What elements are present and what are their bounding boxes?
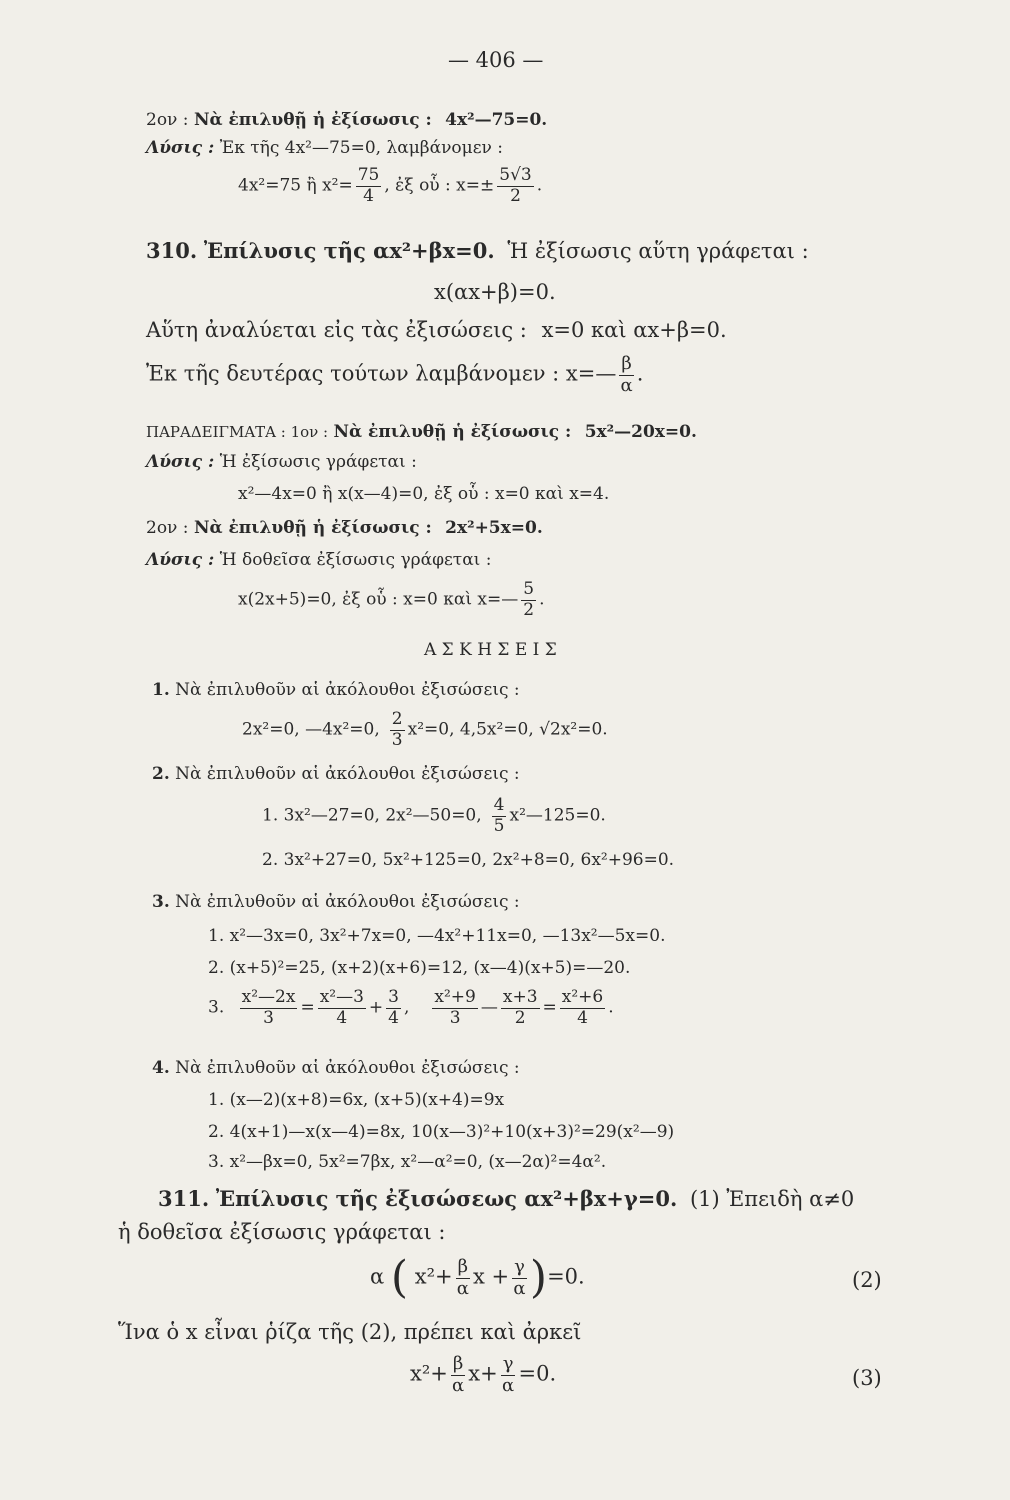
equation-tag: (3) [852,1366,882,1390]
solution-line [146,550,491,570]
solution-label: Λύσις : [146,452,215,472]
formula-line: 2. (x+5)²=25, (x+2)(x+6)=12, (x—4)(x+5)=—20. [208,958,631,978]
formula: x(2x+5)=0, ἐξ οὗ : x=0 καὶ x=— [238,589,519,610]
denominator: 4 [577,1007,588,1028]
section-number: 310. [146,238,198,263]
text-line: Ἵνα ὁ x εἶναι ῥίζα τῆς (2), πρέπει καὶ ἀρκεῖ [118,1320,582,1344]
formula: 2x²=0, —4x²=0, [242,719,380,740]
exercise-number: 3. [152,892,170,912]
operator: = [300,997,315,1018]
text-line [146,318,727,342]
formula-line [238,580,544,620]
formula: , ἐξ οὗ : x=± [384,175,495,196]
text: . [636,361,644,386]
example-2-heading [146,518,543,538]
denominator: α [456,1277,469,1299]
equation-line: x(αx+β)=0. [434,280,556,304]
numerator: β [457,1255,468,1277]
numerator: x²+6 [561,987,604,1007]
equation-2 [370,1252,585,1303]
numerator: x²—3 [319,987,364,1007]
formula: x²+ [414,1264,453,1289]
formula-line [208,988,614,1028]
denominator: α [451,1374,465,1396]
equation: 4x²—75=0. [445,110,548,130]
section-311-heading [158,1186,854,1211]
formula-line: 1. x²—3x=0, 3x²+7x=0, —4x²+11x=0, —13x²—5x=0. [208,926,666,946]
formula: . [536,175,543,196]
formula-line: 2. 3x²+27=0, 5x²+125=0, 2x²+8=0, 6x²+96=0. [262,850,675,870]
text-line: ἡ δοθεῖσα ἐξίσωσις γράφεται : [118,1220,446,1244]
denominator: 3 [391,729,403,750]
numerator: x²—2x [241,987,296,1007]
formula: x²+ [410,1361,448,1386]
text: Νὰ ἐπιλυθοῦν αἱ ἀκόλουθοι ἐξισώσεις : [175,680,520,700]
denominator: 3 [263,1007,274,1028]
solution-label: Λύσις : [146,138,215,158]
prompt: Νὰ ἐπιλυθῇ ἡ ἐξίσωσις : [193,110,432,130]
denominator: 4 [363,185,374,206]
denominator: α [513,1277,526,1299]
exercise-number: 2. [152,764,170,784]
numerator: γ [514,1255,525,1277]
text: (1) Ἐπειδὴ α≠0 [689,1187,855,1211]
numerator: 2 [391,709,403,729]
operator: = [542,997,557,1018]
denominator: 5 [493,815,505,836]
label: ΠΑΡΑΔΕΙΓΜΑΤΑ : 1ον : [146,423,329,441]
numerator: 5√3 [499,165,532,185]
numerator: γ [502,1353,514,1374]
text: Ἡ δοθεῖσα ἐξίσωσις γράφεται : [219,550,492,570]
exercises-heading: Α Σ Κ Η Σ Ε Ι Σ [424,640,557,660]
denominator: 3 [449,1007,461,1028]
examples-heading [146,422,697,442]
text: Ἐκ τῆς δευτέρας τούτων λαμβάνομεν : x=— [146,361,617,386]
equation-3 [410,1354,556,1396]
item-number: 3. [208,997,225,1018]
numerator: x²+9 [434,987,476,1007]
section-number: 311. [158,1186,210,1211]
equation: 2x²+5x=0. [445,518,543,538]
formula-line [262,796,606,836]
left-paren: ( [390,1252,409,1303]
prompt: Νὰ ἐπιλυθῇ ἡ ἐξίσωσις : [193,518,432,538]
text: Αὕτη ἀναλύεται εἰς τὰς ἐξισώσεις : [146,318,527,342]
operator: , [404,997,410,1018]
equation: 5x²—20x=0. [584,422,697,442]
formula: =0. [518,1361,557,1386]
operator: — [480,997,498,1018]
exercise-1-heading [152,680,520,700]
operator: + [368,997,384,1018]
numerator: 3 [388,987,399,1007]
equation-tag: (2) [852,1268,882,1292]
text: Ἡ ἐξίσωσις γράφεται : [219,452,417,472]
denominator: 4 [388,1007,399,1028]
denominator: 4 [336,1007,348,1028]
formula: x²—125=0. [509,805,606,826]
solution-label: Λύσις : [146,550,215,570]
section-title: Ἐπίλυσις τῆς αx²+βx=0. [203,238,495,263]
text: Νὰ ἐπιλυθοῦν αἱ ἀκόλουθοι ἐξισώσεις : [175,892,520,912]
formula-line: 1. (x—2)(x+8)=6x, (x+5)(x+4)=9x [208,1090,505,1110]
formula: x + [473,1264,510,1289]
text: Ἡ ἐξίσωσις αὕτη γράφεται : [507,239,809,263]
formula: 4x²=75 ἢ x²= [238,175,353,196]
denominator: 2 [523,599,535,620]
operator: . [608,997,614,1018]
solution-line [146,452,417,472]
denominator: 2 [514,1007,526,1028]
formula: 1. 3x²—27=0, 2x²—50=0, [262,805,482,826]
denominator: α [502,1374,515,1396]
formula-line: 2. 4(x+1)—x(x—4)=8x, 10(x—3)²+10(x+3)²=29(x²—9) [208,1122,675,1142]
formula: x²=0, 4,5x²=0, √2x²=0. [407,719,608,740]
example-2-heading [146,110,547,130]
section-title: Ἐπίλυσις τῆς ἐξισώσεως αx²+βx+γ=0. [215,1186,678,1211]
label: 2ον : [146,110,189,130]
formula-line [238,166,542,206]
section-310-heading [146,238,809,263]
exercise-number: 1. [152,680,170,700]
formula-line: 3. x²—βx=0, 5x²=7βx, x²—α²=0, (x—2α)²=4α². [208,1152,607,1172]
denominator: 2 [510,185,521,206]
numerator: β [621,353,632,374]
prompt: Νὰ ἐπιλυθῇ ἡ ἐξίσωσις : [333,422,572,442]
equation: x=0 καὶ αx+β=0. [541,318,727,342]
numerator: 5 [523,579,535,599]
formula: x+ [468,1361,498,1386]
formula-line: x²—4x=0 ἢ x(x—4)=0, ἐξ οὗ : x=0 καὶ x=4. [238,484,610,504]
formula: =0. [547,1264,585,1289]
numerator: 4 [493,795,505,815]
formula-line [242,710,608,750]
exercise-number: 4. [152,1058,170,1078]
numerator: β [452,1353,464,1374]
coefficient: α [370,1264,385,1289]
denominator: α [620,374,633,396]
exercise-2-heading [152,764,520,784]
label: 2ον : [146,518,189,538]
solution-line [146,138,503,158]
text: Νὰ ἐπιλυθοῦν αἱ ἀκόλουθοι ἐξισώσεις : [175,764,520,784]
page-number: — 406 — [448,48,544,72]
numerator: 75 [357,165,380,185]
exercise-4-heading [152,1058,520,1078]
numerator: x+3 [502,987,538,1007]
text-line [146,354,643,396]
formula: . [539,589,545,610]
text: Νὰ ἐπιλυθοῦν αἱ ἀκόλουθοι ἐξισώσεις : [175,1058,520,1078]
right-paren: ) [529,1252,548,1303]
text: Ἐκ τῆς 4x²—75=0, λαμβάνομεν : [219,138,503,158]
exercise-3-heading [152,892,520,912]
